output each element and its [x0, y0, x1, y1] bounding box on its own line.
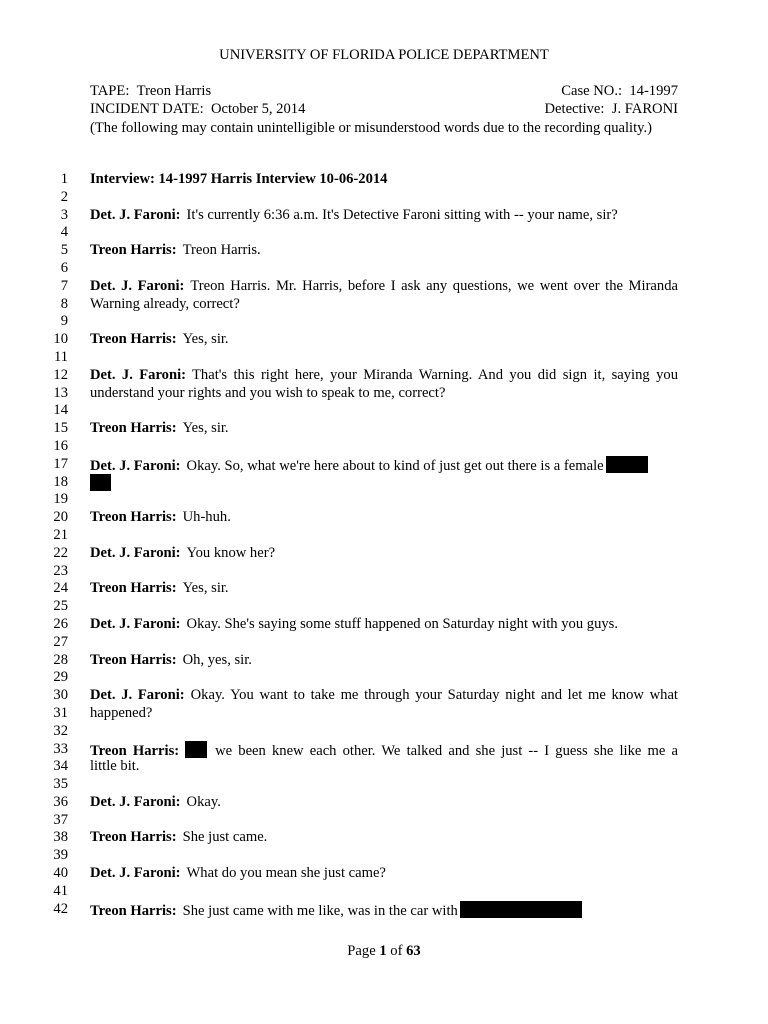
speaker-label: Treon Harris:	[90, 242, 177, 259]
line-number: 29	[53, 669, 68, 686]
utterance-text: Uh-huh.	[182, 509, 231, 526]
speaker-label: Treon Harris:	[90, 902, 177, 919]
line-number: 9	[60, 313, 68, 330]
transcript-line	[0, 349, 768, 367]
utterance-text: Treon Harris.	[182, 242, 261, 259]
line-text	[90, 331, 678, 349]
line-number: 30	[53, 687, 68, 704]
footer-page-word: Page	[347, 943, 376, 959]
case-value: 14-1997	[629, 83, 678, 99]
line-text	[90, 616, 678, 634]
line-number: 21	[53, 526, 68, 543]
transcript-line	[0, 705, 768, 723]
page-footer	[0, 942, 768, 960]
incident-date-value: October 5, 2014	[210, 101, 306, 117]
utterance-text: It's currently 6:36 a.m. It's Detective Faroni sitting with -- your name, sir?	[186, 206, 618, 223]
line-number: 33	[53, 740, 68, 757]
speaker-label: Det. J. Faroni:	[90, 457, 181, 474]
line-number: 13	[53, 384, 68, 401]
utterance-text: Treon Harris. Mr. Harris, before I ask any questions, we went over the Miranda	[190, 277, 678, 294]
line-number: 2	[60, 188, 68, 205]
transcript-line	[0, 545, 768, 563]
utterance-text: Oh, yes, sir.	[182, 651, 252, 668]
incident-date-field	[90, 100, 305, 118]
line-number: 23	[53, 562, 68, 579]
line-number: 22	[53, 544, 68, 561]
transcript-line	[0, 741, 768, 759]
line-text	[90, 652, 678, 670]
redaction-box	[460, 901, 582, 918]
transcript-line	[0, 758, 768, 776]
line-number: 14	[53, 402, 68, 419]
speaker-label: Treon Harris:	[90, 420, 177, 437]
transcript-line	[0, 491, 768, 509]
utterance-text: Okay. So, what we're here about to kind of just get out there is a female	[186, 457, 604, 474]
speaker-label: Treon Harris:	[90, 651, 177, 668]
utterance-text: That's this right here, your Miranda Warning. And you did sign it, saying you	[192, 366, 678, 383]
utterance-text: understand your rights and you wish to speak to me, correct?	[90, 384, 446, 401]
utterance-text: She just came.	[182, 829, 268, 846]
transcript-line	[0, 474, 768, 492]
transcript-line	[0, 634, 768, 652]
transcript-line	[0, 616, 768, 634]
transcript-line	[0, 794, 768, 812]
line-text	[90, 509, 678, 527]
footer-of-word: of	[390, 943, 403, 959]
line-number: 39	[53, 847, 68, 864]
line-number: 17	[53, 455, 68, 472]
utterance-text: Yes, sir.	[182, 331, 229, 348]
transcript-line	[0, 260, 768, 278]
line-text	[90, 758, 678, 776]
line-number: 1	[60, 171, 68, 187]
utterance-text: Yes, sir.	[182, 580, 229, 597]
transcript-line	[0, 438, 768, 456]
transcript-line	[0, 652, 768, 670]
line-number: 10	[53, 331, 68, 348]
utterance-text: Okay. You want to take me through your Saturday night and let me know what	[190, 687, 678, 704]
case-number-field	[561, 82, 678, 100]
utterance-text: Okay.	[186, 793, 221, 810]
line-number: 3	[60, 206, 68, 223]
line-number: 40	[53, 865, 68, 882]
line-text	[90, 829, 678, 847]
document-title: UNIVERSITY OF FLORIDA POLICE DEPARTMENT	[219, 47, 549, 63]
utterance-text: little bit.	[90, 758, 140, 775]
line-text	[90, 242, 678, 260]
speaker-label: Det. J. Faroni:	[90, 366, 187, 383]
speaker-label: Treon Harris:	[90, 509, 177, 526]
line-text	[90, 385, 678, 403]
line-number: 32	[53, 722, 68, 739]
line-text	[90, 687, 678, 705]
speaker-label: Det. J. Faroni:	[90, 615, 181, 632]
speaker-label: Treon Harris:	[90, 331, 177, 348]
transcript-line	[0, 598, 768, 616]
line-text	[90, 580, 678, 598]
transcript-line	[0, 313, 768, 331]
redaction-box	[606, 456, 648, 473]
transcript-line	[0, 224, 768, 242]
utterance-text: You know her?	[186, 544, 276, 561]
speaker-label: Det. J. Faroni:	[90, 865, 181, 882]
line-number: 38	[53, 829, 68, 846]
line-number: 12	[53, 366, 68, 383]
transcript-line	[0, 812, 768, 830]
transcript-line	[0, 829, 768, 847]
utterance-text: happened?	[90, 704, 153, 721]
transcript-line	[0, 242, 768, 260]
transcript-line	[0, 331, 768, 349]
speaker-label: Treon Harris:	[90, 829, 177, 846]
transcript-line	[0, 509, 768, 527]
line-number: 24	[53, 580, 68, 597]
utterance-text: Warning already, correct?	[90, 295, 240, 312]
transcript-line	[0, 402, 768, 420]
speaker-label: Treon Harris:	[90, 742, 180, 759]
line-number: 31	[53, 704, 68, 721]
line-number: 35	[53, 776, 68, 793]
utterance-text: we been knew each other. We talked and she just -- I guess she like me a	[215, 742, 678, 759]
detective-field	[545, 100, 679, 118]
transcript-line	[0, 847, 768, 865]
redaction-box	[185, 741, 207, 758]
line-number: 20	[53, 509, 68, 526]
detective-label: Detective:	[544, 101, 605, 117]
transcript-line	[0, 687, 768, 705]
transcript-line	[0, 420, 768, 438]
line-number: 26	[53, 615, 68, 632]
speaker-label: Det. J. Faroni:	[90, 206, 181, 223]
speaker-label: Det. J. Faroni:	[90, 793, 181, 810]
line-number: 27	[53, 633, 68, 650]
header-row-date-detective	[90, 100, 678, 118]
utterance-text: Okay. She's saying some stuff happened on Saturday night with you guys.	[186, 615, 619, 632]
transcript-line	[0, 883, 768, 901]
line-text	[90, 865, 678, 883]
line-number: 19	[53, 491, 68, 508]
line-text	[90, 278, 678, 296]
line-number: 41	[53, 882, 68, 899]
speaker-label: Det. J. Faroni:	[90, 687, 185, 704]
line-number: 5	[60, 242, 68, 259]
transcript-line	[0, 723, 768, 741]
line-number: 18	[53, 473, 68, 490]
transcript-line	[0, 296, 768, 314]
transcript-line	[0, 527, 768, 545]
line-number: 4	[60, 224, 68, 241]
line-number: 6	[60, 259, 68, 276]
line-text	[90, 420, 678, 438]
redaction-box	[90, 474, 111, 491]
speaker-label: Treon Harris:	[90, 580, 177, 597]
detective-value: J. FARONI	[611, 101, 678, 117]
line-number: 16	[53, 437, 68, 454]
speaker-label: Det. J. Faroni:	[90, 544, 181, 561]
line-number: 25	[53, 598, 68, 615]
transcript-line	[0, 865, 768, 883]
line-number: 36	[53, 793, 68, 810]
transcript-line	[0, 776, 768, 794]
line-text	[90, 367, 678, 385]
line-number: 34	[53, 758, 68, 775]
footer-page-total: 63	[406, 943, 421, 959]
transcript-line	[0, 456, 768, 474]
transcript-line	[0, 207, 768, 225]
tape-value: Treon Harris	[136, 83, 212, 99]
transcript-line	[0, 385, 768, 403]
line-number: 11	[53, 348, 68, 365]
transcript-line	[0, 278, 768, 296]
line-number: 7	[60, 277, 68, 294]
line-text	[90, 207, 678, 225]
line-number: 15	[53, 420, 68, 437]
transcript-line	[0, 171, 768, 189]
incident-date-label: INCIDENT DATE:	[90, 101, 204, 117]
line-text	[90, 296, 678, 314]
case-label: Case NO.:	[561, 83, 623, 99]
tape-label: TAPE:	[90, 83, 130, 99]
header-row-tape-case	[90, 82, 678, 100]
transcript-line	[0, 669, 768, 687]
transcript-line	[0, 189, 768, 207]
line-text	[90, 545, 678, 563]
transcript-line	[0, 563, 768, 581]
transcript-body	[0, 171, 768, 918]
line-text	[90, 171, 678, 189]
interview-heading: Interview: 14-1997 Harris Interview 10-06-2014	[90, 171, 388, 187]
recording-disclaimer: (The following may contain unintelligible or misunderstood words due to the recording quality.)	[90, 120, 653, 136]
line-text	[90, 705, 678, 723]
utterance-text: What do you mean she just came?	[186, 865, 386, 882]
transcript-line	[0, 901, 768, 919]
tape-field	[90, 82, 211, 100]
line-number: 42	[53, 900, 68, 917]
line-number: 37	[53, 811, 68, 828]
line-number: 8	[60, 295, 68, 312]
transcript-line	[0, 367, 768, 385]
line-text	[90, 794, 678, 812]
line-text	[90, 901, 678, 921]
line-number: 28	[53, 651, 68, 668]
speaker-label: Det. J. Faroni:	[90, 277, 185, 294]
utterance-text: Yes, sir.	[182, 420, 229, 437]
utterance-text: She just came with me like, was in the car with	[182, 902, 458, 919]
footer-page-number: 1	[379, 943, 387, 959]
transcript-line	[0, 580, 768, 598]
